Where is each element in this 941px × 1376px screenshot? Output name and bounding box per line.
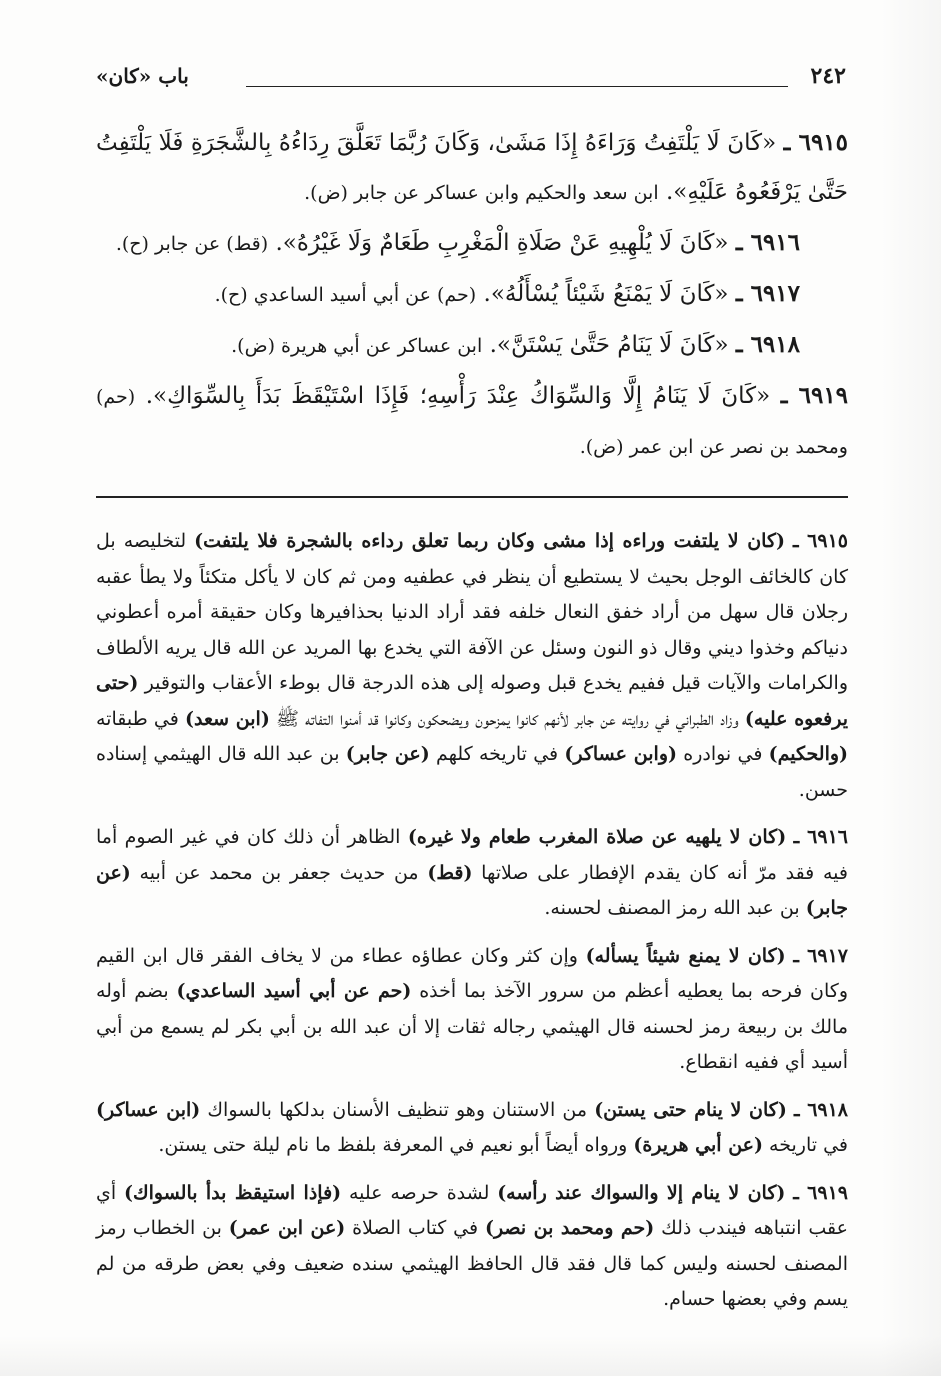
footnote-divider <box>96 496 848 498</box>
chapter-title: باب «كان» <box>96 64 189 88</box>
commentary-number: ٦٩١٥ ـ <box>793 530 848 552</box>
hadith-source: ابن سعد والحكيم وابن عساكر عن جابر (ض). <box>304 182 659 204</box>
page-header <box>96 62 846 92</box>
commentary-text: في تاريخه كلهم <box>429 743 565 765</box>
commentary-source: (عن ابن عمر) <box>228 1217 346 1239</box>
commentary-text: بضم أوله مالك بن ربيعة رمز لحسنه قال الهيثمي رجاله ثقات إلا أن عبد الله بن أبي بكر لم يسمع من أبي أسيد أي ففيه انقطاع. <box>96 980 848 1073</box>
commentary-source: (قط) <box>427 861 473 884</box>
commentary-source: (عن أبي هريرة) <box>633 1134 763 1156</box>
hadith-6919 <box>96 371 848 472</box>
commentary-number: ٦٩١٩ ـ <box>793 1181 848 1204</box>
hadith-number: ٦٩١٩ ـ <box>780 382 849 409</box>
hadith-number: ٦٩١٦ ـ <box>735 229 800 256</box>
commentary-6915 <box>96 524 848 808</box>
hadith-6916 <box>96 218 848 269</box>
hadith-source: (حم) ومحمد بن نصر عن ابن عمر (ض). <box>96 386 848 458</box>
commentary-number: ٦٩١٨ ـ <box>793 1098 849 1121</box>
commentary-text: في تاريخه <box>763 1134 848 1156</box>
commentary-text: بن عبد الله رمز المصنف لحسنه. <box>544 897 806 919</box>
commentary-6919 <box>96 1176 848 1318</box>
hadith-text: «كَانَ لَا يَنَامُ حَتَّىٰ يَسْتَنَّ». <box>489 332 729 358</box>
commentary-quote: (حتى يرفعوه عليه) <box>96 672 848 730</box>
commentary-number: ٦٩١٧ ـ <box>793 944 848 967</box>
commentary-quote: (كان لا يلهيه عن صلاة المغرب طعام ولا غيره) <box>407 826 787 848</box>
commentary-source: (حم عن أبي أسيد الساعدي) <box>176 980 412 1002</box>
commentary-text: لتخليصه بل كان كالخائف الوجل بحيث لا يستطيع أن ينظر في عطفيه ومن ثم كان لا يأكل متكئاً ولا يطأ عقبه رجلان قال سهل من أراد خفق النعال خلفه فقد أراد الدنيا بحذافيرها وكان حقيقة أمره أعطوني دنياكم وخذوا ديني وقال ذو النون وسئل عن الآفة التي يخدع بها المريد عن الله قال يريه الألطاف والكرامات والآيات قيل ففيم يخدع قبل وصوله إلى هذه الدرجة قال بوطء الأعقاب والتوقير <box>96 530 848 694</box>
commentary-text: من حديث جعفر بن محمد عن أبيه <box>130 861 428 884</box>
commentary-quote: (كان لا يمنع شيئاً يسأله) <box>585 944 786 967</box>
page-number: ٢٤٢ <box>810 63 846 89</box>
commentary-6918 <box>96 1093 848 1164</box>
commentary-text: بن عبد الله قال الهيثمي إسناده حسن. <box>96 743 848 801</box>
commentary-text: لشدة حرصه عليه <box>341 1181 498 1204</box>
commentary-source: (ابن سعد) <box>185 707 270 730</box>
commentary-quote: (كان لا يلتفت وراءه إذا مشى وكان ربما تعلق رداءه بالشجرة فلا يلتفت) <box>194 530 785 552</box>
hadith-number: ٦٩١٥ ـ <box>783 129 849 156</box>
commentary-quote: (كان لا ينام إلا والسواك عند رأسه) <box>497 1181 786 1204</box>
commentary-text: وزاد الطبراني في روايته عن جابر لأنهم كانوا يمزحون ويضحكون وكانوا قد أمنوا التفاته ﷺ <box>269 707 745 730</box>
commentary-text: أي عقب انتباهه فيندب ذلك <box>96 1181 848 1239</box>
commentary-source: (عن جابر) <box>345 743 430 765</box>
hadith-source: (قط) عن جابر (ح). <box>115 233 269 255</box>
commentary-text: بن الخطاب رمز المصنف لحسنه وليس كما قال فقد قال الحافظ الهيثمي سنده ضعيف وفي بعض طرقه من لم يسم وفي بعضها حسام. <box>96 1217 848 1310</box>
commentary-6917 <box>96 939 848 1081</box>
hadith-number: ٦٩١٨ ـ <box>735 331 800 358</box>
header-rule <box>246 86 788 87</box>
commentary-source: (حم ومحمد بن نصر) <box>484 1217 655 1239</box>
hadith-text: «كَانَ لَا يَمْنَعُ شَيْئاً يُسْأَلُهُ». <box>483 281 729 307</box>
hadith-6915 <box>96 118 848 218</box>
hadith-text: «كَانَ لَا يَلْتَفِتُ وَرَاءَهُ إِذَا مَشَىٰ، وَكَانَ رُبَّمَا تَعَلَّقَ رِدَاءُهُ بِالشَّجَرَةِ فَلَا يَلْتَفِتُ حَتَّىٰ يَرْفَعُوهُ عَلَيْهِ». <box>96 130 848 205</box>
commentary-quote: (فإذا استيقظ بدأ بالسواك) <box>123 1181 342 1204</box>
commentary-source: (عن جابر) <box>96 861 848 919</box>
commentary-text: من الاستنان وهو تنظيف الأسنان بدلكها بالسواك <box>200 1098 595 1121</box>
commentary-text: ورواه أيضاً أبو نعيم في المعرفة بلفظ ما نام ليلة حتى يستن. <box>158 1134 634 1156</box>
hadith-6917 <box>96 269 848 320</box>
hadith-source: ابن عساكر عن أبي هريرة (ض). <box>231 335 483 357</box>
commentary-6916 <box>96 820 848 927</box>
hadith-text: «كَانَ لَا يَنَامُ إِلَّا وَالسِّوَاكُ عِنْدَ رَأْسِهِ؛ فَإِذَا اسْتَيْقَظَ بَدَأَ بِالسِّوَاكِ». <box>145 383 771 409</box>
commentary-section <box>96 524 848 1330</box>
commentary-text: الظاهر أن ذلك كان في غير الصوم أما فيه فقد مرّ أنه كان يقدم الإفطار على صلاتها <box>96 826 848 884</box>
hadith-text-section <box>96 118 848 472</box>
commentary-source: (ابن عساكر) <box>96 1098 201 1121</box>
commentary-text: وإن كثر وكان عطاؤه عطاء من لا يخاف الفقر قال ابن القيم وكان فرحه بما يعطيه أعظم من سرور الآخذ بما أخذه <box>96 944 848 1002</box>
commentary-source: (وابن عساكر) <box>564 743 677 765</box>
commentary-text: في نوادره <box>677 743 769 765</box>
hadith-text: «كَانَ لَا يُلْهِيهِ عَنْ صَلَاةِ الْمَغْرِبِ طَعَامٌ وَلَا غَيْرُهُ». <box>275 230 729 256</box>
commentary-source: (والحكيم) <box>768 743 849 765</box>
scan-shadow-bottom <box>0 1336 941 1376</box>
commentary-text: في طبقاته <box>96 707 185 730</box>
hadith-source: (حم) عن أبي أسيد الساعدي (ح). <box>214 284 477 306</box>
commentary-quote: (كان لا ينام حتى يستن) <box>594 1098 787 1121</box>
commentary-number: ٦٩١٦ ـ <box>793 826 848 848</box>
hadith-number: ٦٩١٧ ـ <box>735 280 800 307</box>
hadith-6918 <box>96 320 848 371</box>
commentary-text: في كتاب الصلاة <box>345 1217 485 1239</box>
scan-shadow-edge <box>881 0 941 1376</box>
